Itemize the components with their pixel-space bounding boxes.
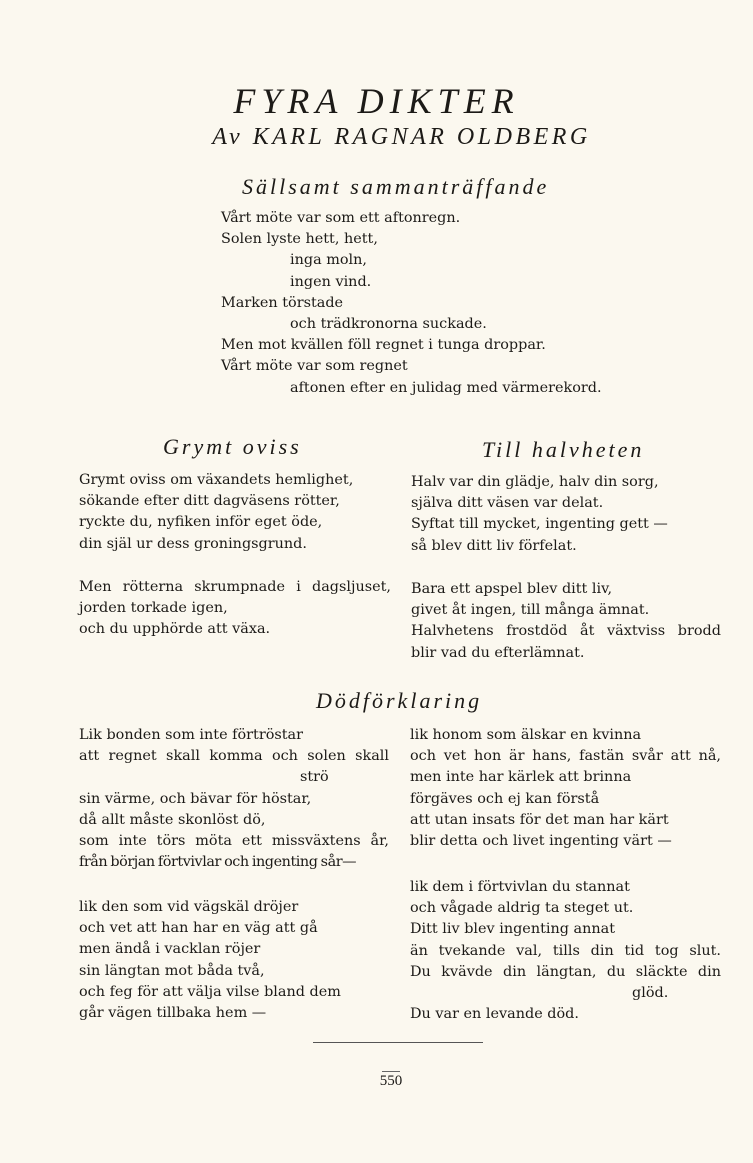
poem-line: ryckte du, nyfiken inför eget öde, — [79, 514, 323, 531]
poem-line: Solen lyste hett, hett, — [221, 231, 378, 248]
poem-line: Ditt liv blev ingenting annat — [410, 921, 616, 938]
page-number-rule — [382, 1071, 400, 1072]
poem-grymt-stanza-1 — [79, 470, 391, 555]
poem-dod-right-stanza-1 — [410, 725, 721, 852]
poem-title-grymt-oviss: Grymt oviss — [163, 434, 302, 459]
poem-line: och vågade aldrig ta steget ut. — [410, 900, 634, 917]
poem-line: själva ditt väsen var delat. — [411, 495, 604, 512]
poem-line: och trädkronorna suckade. — [290, 316, 487, 333]
poem-line: jorden torkade igen, — [79, 600, 228, 617]
poem-line: går vägen tillbaka hem — — [79, 1005, 267, 1022]
poem-line: än tvekande val, tills din tid tog slut. — [410, 942, 721, 959]
poem-line: som inte törs möta ett missväxtens år, — [79, 833, 389, 850]
page-number: 550 — [379, 1073, 403, 1089]
poem-line: aftonen efter en julidag med värmerekord. — [290, 379, 602, 396]
poem-line: Men mot kvällen föll regnet i tunga droppar. — [221, 337, 546, 354]
poem-line: ingen vind. — [290, 273, 372, 290]
poem-line: förgäves och ej kan förstå — [410, 790, 600, 807]
poem-line: Vårt möte var som regnet — [221, 358, 408, 375]
poem-line: då allt måste skonlöst dö, — [79, 811, 266, 828]
poem-line: Du var en levande död. — [410, 1006, 579, 1023]
poem-line: och vet hon är hans, fastän svår att nå, — [410, 748, 721, 765]
poem-title-sallsamt: Sällsamt sammanträffande — [242, 174, 550, 199]
poem-line: sökande efter ditt dagväsens rötter, — [79, 493, 340, 510]
poem-line: men inte har kärlek att brinna — [410, 769, 632, 786]
poem-line: givet åt ingen, till många ämnat. — [411, 602, 650, 619]
poem-line: din själ ur dess groningsgrund. — [79, 535, 307, 552]
poem-line: Bara ett apspel blev ditt liv, — [411, 581, 613, 597]
poem-line: Grymt oviss om växandets hemlighet, — [79, 472, 354, 488]
poem-line: Men rötterna skrumpnade i dagsljuset, — [79, 579, 391, 595]
poem-line: Syftat till mycket, ingenting gett — — [411, 516, 668, 533]
poem-title-dodforklaring: Dödförklaring — [316, 688, 483, 713]
poem-line: Marken törstade — [221, 294, 344, 311]
poem-line: blir detta och livet ingenting värt — — [410, 833, 672, 850]
page-title: FYRA DIKTER — [233, 81, 520, 121]
poem-line: så blev ditt liv förfelat. — [411, 537, 577, 554]
poem-line: Vårt möte var som ett aftonregn. — [221, 210, 461, 226]
poem-dod-left-stanza-2 — [79, 897, 389, 1024]
poem-line: sin värme, och bävar för höstar, — [79, 790, 312, 807]
poem-line: och vet att han har en väg att gå — [79, 920, 318, 937]
section-divider — [313, 1042, 483, 1043]
poem-line: glöd. — [632, 985, 669, 1002]
poem-line: och du upphörde att växa. — [79, 621, 271, 638]
poem-line: från början förtvivlar och ingenting sår— — [79, 854, 357, 871]
poem-line: strö — [300, 769, 329, 786]
poem-dod-left-stanza-1 — [79, 725, 389, 873]
poem-line: inga moln, — [290, 252, 367, 269]
poem-line: och feg för att välja vilse bland dem — [79, 983, 341, 1000]
poem-line: lik honom som älskar en kvinna — [410, 727, 642, 743]
author-byline: Av KARL RAGNAR OLDBERG — [212, 124, 591, 150]
poem-title-till-halvheten: Till halvheten — [482, 437, 645, 462]
poem-halvheten-stanza-1 — [411, 472, 721, 557]
poem-line: blir vad du efterlämnat. — [411, 644, 585, 661]
poem-line: att utan insats för det man har kärt — [410, 811, 669, 828]
poem-line: Halv var din glädje, halv din sorg, — [411, 474, 659, 490]
poem-dod-right-stanza-2 — [410, 877, 721, 1025]
poem-halvheten-stanza-2 — [411, 579, 721, 664]
poem-line: att regnet skall komma och solen skall — [79, 748, 389, 765]
poem-line: lik den som vid vägskäl dröjer — [79, 899, 299, 915]
poem-line: Lik bonden som inte förtröstar — [79, 727, 304, 743]
poem-line: men ändå i vacklan röjer — [79, 941, 261, 958]
poem-line: Halvhetens frostdöd åt växtviss brodd — [411, 623, 721, 640]
poem-grymt-stanza-2 — [79, 577, 391, 641]
poem-sallsamt-stanza — [221, 208, 602, 399]
poem-line: Du kvävde din längtan, du släckte din — [410, 963, 721, 980]
poem-line: sin längtan mot båda två, — [79, 962, 265, 979]
poem-line: lik dem i förtvivlan du stannat — [410, 879, 630, 895]
